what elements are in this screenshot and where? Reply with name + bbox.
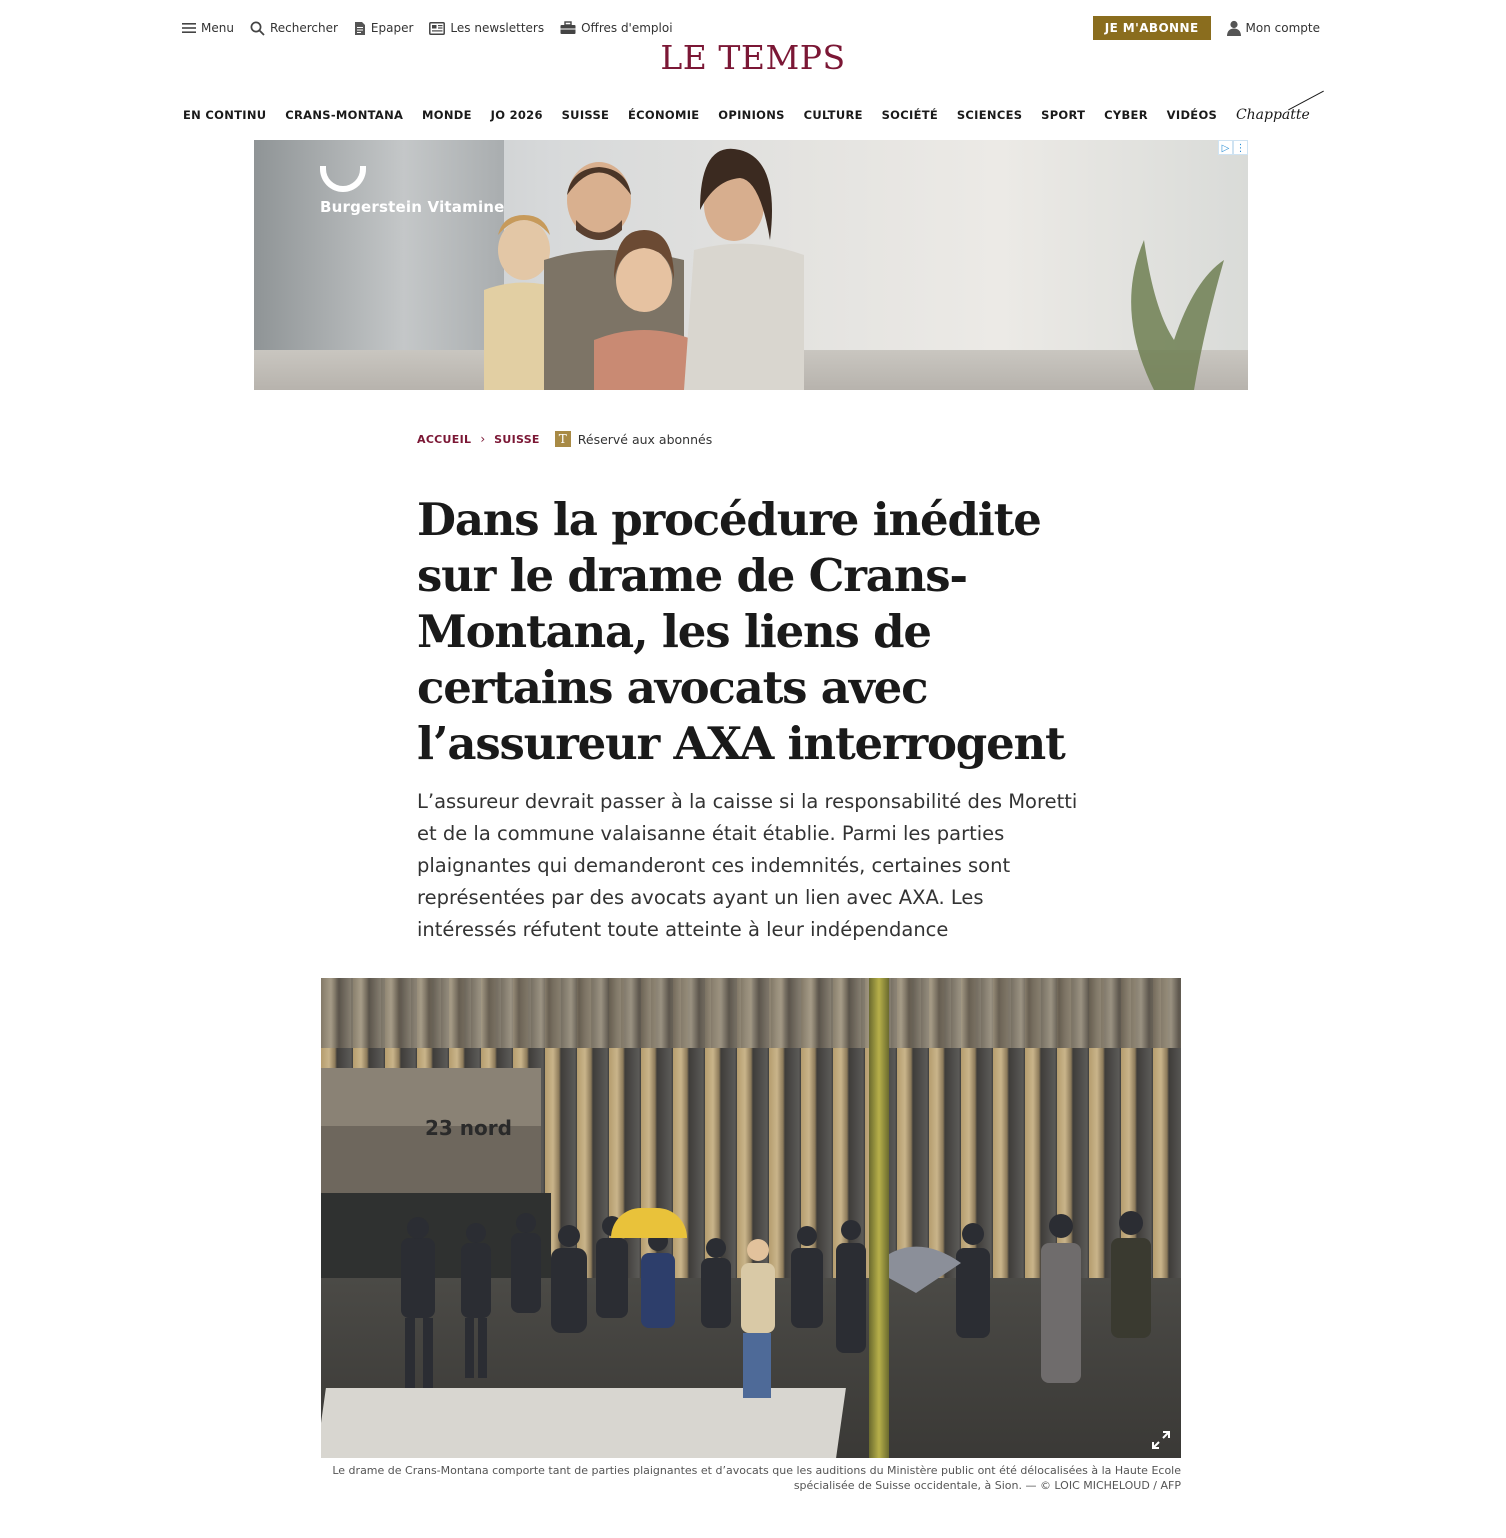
main-nav: [183, 104, 1320, 126]
ad-brand-name: Burgerstein Vitamine: [320, 198, 505, 216]
briefcase-icon: [560, 21, 576, 35]
photo-building-number: 23 nord: [425, 1116, 512, 1140]
account-button[interactable]: [1227, 20, 1320, 36]
photo-upper-facade: [321, 978, 1181, 1048]
breadcrumb: [417, 431, 712, 447]
ad-choices[interactable]: [1218, 140, 1248, 155]
document-icon: [354, 21, 366, 36]
search-label: Rechercher: [269, 21, 338, 35]
nav-item-suisse[interactable]: SUISSE: [561, 108, 610, 122]
premium-t-icon: T: [555, 431, 571, 447]
jobs-link[interactable]: [560, 21, 672, 35]
photo-caption: Le drame de Crans-Montana comporte tant de parties plaignantes et d’avocats que les auditions du Ministère public ont été délocalisées à la Haute Ecole spécialisée de Suisse occidentale, à Sion. — © LOIC MICHELOUD / AFP: [332, 1464, 1181, 1492]
photo-crowd: [381, 1208, 1181, 1408]
chevron-right-icon: ›: [480, 432, 486, 446]
adchoices-icon[interactable]: ▷: [1218, 140, 1233, 155]
newsletters-label: Les newsletters: [450, 21, 545, 35]
nav-item-crans-montana[interactable]: CRANS-MONTANA: [285, 108, 404, 122]
nav-item-jo-2026[interactable]: JO 2026: [490, 108, 543, 122]
nav-item-chappatte[interactable]: Chappatte: [1236, 107, 1320, 123]
newsletters-link[interactable]: [429, 21, 544, 35]
utility-right: [1093, 16, 1320, 40]
photo-tree: [869, 978, 889, 1458]
hamburger-icon: [182, 22, 196, 34]
breadcrumb-section[interactable]: SUISSE: [494, 432, 540, 446]
nav-item-culture[interactable]: CULTURE: [803, 108, 863, 122]
ad-logo: [320, 166, 505, 216]
menu-label: Menu: [201, 21, 234, 35]
premium-label: Réservé aux abonnés: [577, 431, 713, 447]
search-button[interactable]: [250, 21, 338, 36]
burgerstein-logo-icon: [320, 166, 366, 192]
breadcrumb-home[interactable]: ACCUEIL: [417, 432, 472, 446]
epaper-link[interactable]: [354, 21, 414, 36]
nav-item-sciences[interactable]: SCIENCES: [956, 108, 1023, 122]
article-headline: Dans la procédure inédite sur le drame de Crans-Montana, les liens de certains avocats avec l’assureur AXA interrogent: [417, 493, 1065, 770]
nav-item-monde[interactable]: MONDE: [422, 108, 472, 122]
nav-item-en-continu[interactable]: EN CONTINU: [183, 108, 267, 122]
nav-item-cyber[interactable]: CYBER: [1104, 108, 1148, 122]
nav-item-opinions[interactable]: OPINIONS: [718, 108, 785, 122]
nav-item-sport[interactable]: SPORT: [1041, 108, 1086, 122]
article-photo: [321, 978, 1181, 1458]
epaper-label: Epaper: [370, 21, 414, 35]
ad-options-icon[interactable]: ⋮: [1233, 140, 1248, 155]
newspaper-icon: [429, 22, 445, 35]
subscribe-button[interactable]: JE M'ABONNE: [1093, 16, 1211, 40]
utility-bar: [182, 18, 1320, 38]
user-icon: [1227, 20, 1241, 36]
site-logo[interactable]: LE TEMPS: [660, 38, 846, 77]
nav-item-videos[interactable]: VIDÉOS: [1166, 108, 1218, 122]
utility-left: [182, 21, 673, 36]
search-icon: [250, 21, 265, 36]
expand-icon[interactable]: [1151, 1430, 1171, 1450]
ad-banner[interactable]: [254, 140, 1248, 390]
article-lead: L’assureur devrait passer à la caisse si la responsabilité des Moretti et de la commune valaisanne était établie. Parmi les parties plaignantes qui demanderont ces indemnités, certaines sont représentées par des avocats ayant un lien avec AXA. Les intéressés réfutent toute atteinte à leur indépendance: [417, 790, 1078, 941]
menu-button[interactable]: [182, 21, 234, 35]
jobs-label: Offres d'emploi: [581, 21, 673, 35]
premium-indicator: [555, 431, 712, 447]
nav-item-economie[interactable]: ÉCONOMIE: [628, 108, 700, 122]
account-label: Mon compte: [1245, 21, 1320, 35]
nav-item-societe[interactable]: SOCIÉTÉ: [881, 108, 939, 122]
